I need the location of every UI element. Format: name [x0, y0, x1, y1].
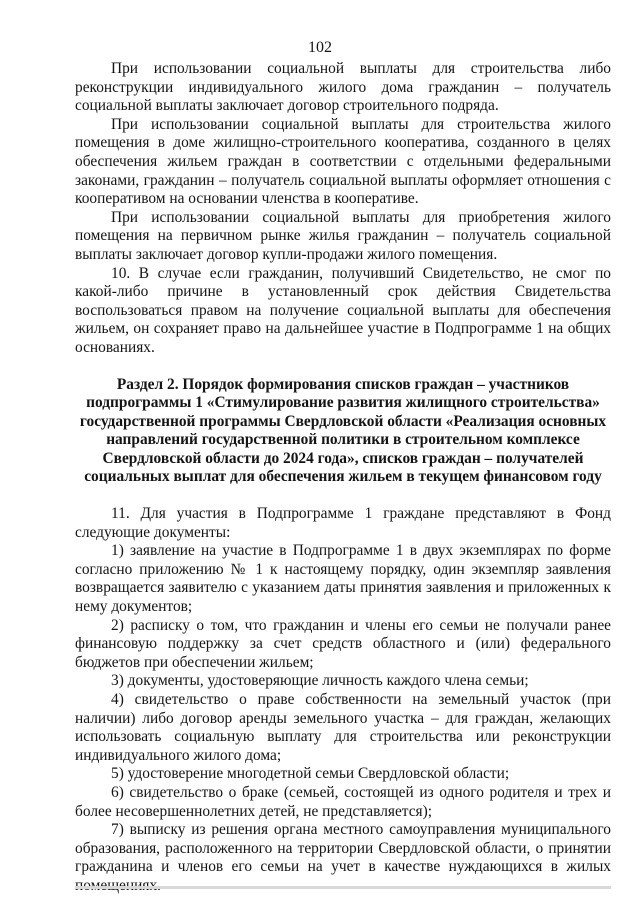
list-item-marriage-certificate: 6) свидетельство о браке (семьей, состоящей из одного родителя и трех и более несовершеннолетних детей, не представляется);: [75, 783, 611, 820]
paragraph-social-payment-primary-market: При использовании социальной выплаты для приобретения жилого помещения на первичном рынке жилья гражданин – получатель социальной выплаты заключает договор купли-продажи жилого помещения.: [75, 208, 611, 263]
paragraph-social-payment-cooperative: При использовании социальной выплаты для строительства жилого помещения в доме жилищно-строительного кооператива, созданного в целях обеспечения жильем граждан в соответствии с отдельными федеральными законами, гражданин – получатель социальной выплаты оформляет отношения с кооперативом на основании членства в кооперативе.: [75, 115, 611, 208]
paragraph-clause-10: 10. В случае если гражданин, получивший Свидетельство, не смог по какой-либо причине в установленный срок действия Свидетельства воспользоваться правом на получение социальной выплаты для обеспечения жильем, он сохраняет право на дальнейшее участие в Подпрограмме 1 на общих основаниях.: [75, 264, 611, 356]
list-item-land-certificate: 4) свидетельство о праве собственности на земельный участок (при наличии) либо договор аренды земельного участка – для граждан, желающих использовать социальную выплату для строительства или реконструкции индивидуального жилого дома;: [75, 691, 611, 764]
list-item-receipt: 2) расписку о том, что гражданин и члены его семьи не получали ранее финансовую поддержку за счет средств областного и (или) федерального бюджетов при обеспечении жильем;: [75, 616, 611, 671]
page-number: 102: [308, 39, 332, 56]
heading-spacing: [75, 487, 611, 505]
document-body: [75, 60, 611, 896]
scan-edge-divider: [75, 886, 611, 889]
list-item-municipal-decision: 7) выписку из решения органа местного самоуправления муниципального образования, расположенного на территории Свердловской области, о принятии гражданина и членов его семьи на учет в качестве нуждающихся в жилых: [75, 821, 611, 876]
list-item-identity-documents: 3) документы, удостоверяющие личность каждого члена семьи;: [111, 672, 529, 690]
paragraph-social-payment-construction: При использовании социальной выплаты для строительства либо реконструкции индивидуального жилого дома гражданин – получатель социальной выплаты заключает договор строительного подряда.: [75, 60, 611, 115]
section-2-heading: Раздел 2. Порядок формирования списков граждан – участников подпрограммы 1 «Стимулирование развития жилищного строительства» государственной программы Свердловской области «Реализация основных направлений государственной политики в строительном комплексе Свердловской области до 2024 года», списков граждан – получателей социальных выплат для обеспечения жильем в текущем финансовом году: [79, 375, 607, 486]
list-item-application: 1) заявление на участие в Подпрограмме 1 в двух экземплярах по форме согласно приложению № 1 к настоящему порядку, один экземпляр заявления возвращается заявителю с указанием даты принятия заявления и приложенных к нему документов;: [75, 542, 611, 616]
paragraph-clause-11: 11. Для участия в Подпрограмме 1 граждане представляют в Фонд следующие документы:: [75, 505, 611, 541]
list-item-large-family-certificate: 5) удостоверение многодетной семьи Свердловской области;: [111, 765, 510, 783]
